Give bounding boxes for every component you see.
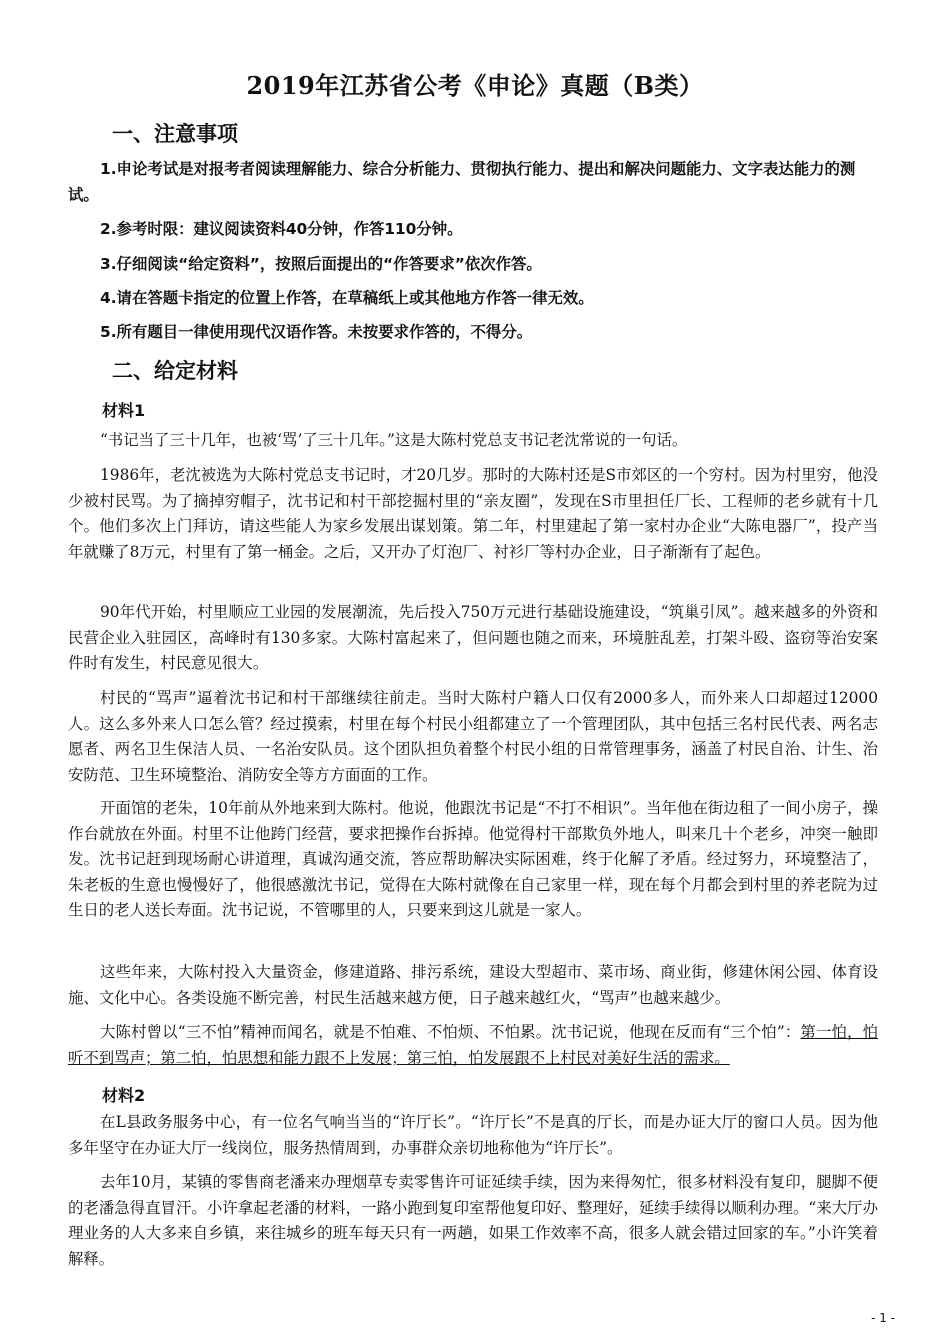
paragraph-text: “书记当了三十几年，也被‘骂’了三十几年。”这是大陈村党总支书记老沈常说的一句话。 <box>100 431 688 449</box>
paragraph-text: 村民的“骂声”逼着沈书记和村干部继续往前走。当时大陈村户籍人口仅有2000多人，而外来人口却超过12000人。这么多外来人口怎么管？经过摸索，村里在每个村民小组都建立了一个管理团队，其中包括三名村民代表、两名志愿者、两名卫生保洁人员、一名治安队员。这个团队担负着整个村民小组的日常管理事务，涵盖了村民自治、计生、治安防范、卫生环境整治、消防安全等方方面面的工作。 <box>68 689 878 784</box>
paragraph-text: 大陈村曾以“三不怕”精神而闻名，就是不怕难、不怕烦、不怕累。沈书记说，他现在反而有“三个怕”： <box>100 1023 801 1041</box>
note-item <box>68 156 880 208</box>
paragraph <box>68 428 878 454</box>
material-2-label: 材料2 <box>102 1086 146 1105</box>
paragraph-text: 去年10月，某镇的零售商老潘来办理烟草专卖零售许可证延续手续，因为来得匆忙，很多材料没有复印，腿脚不便的老潘急得直冒汗。小许拿起老潘的材料，一路小跑到复印室帮他复印好、整理好，延续手续得以顺利办理。“来大厅办理业务的人大多来自乡镇，来往城乡的班车每天只有一两趟，如果工作效率不高，很多人就会错过回家的车。”小许笑着解释。 <box>68 1173 878 1268</box>
page-title: 2019年江苏省公考《申论》真题（B类） <box>246 71 704 100</box>
paragraph <box>68 1020 878 1071</box>
paragraph <box>68 960 878 1011</box>
paragraph-text: 1986年，老沈被选为大陈村党总支书记时，才20几岁。那时的大陈村还是S市郊区的一个穷村。因为村里穷，他没少被村民骂。为了摘掉穷帽子，沈书记和村干部挖掘村里的“亲友圈”，发现在S市里担任厂长、工程师的老乡就有十几个。他们多次上门拜访，请这些能人为家乡发展出谋划策。第二年，村里建起了第一家村办企业“大陈电器厂”，投产当年就赚了8万元，村里有了第一桶金。之后，又开办了灯泡厂、衬衫厂等村办企业，日子渐渐有了起色。 <box>68 466 878 561</box>
note-text: 3.仔细阅读“给定资料”，按照后面提出的“作答要求”依次作答。 <box>100 255 542 273</box>
section-heading-materials: 二、给定材料 <box>112 359 238 383</box>
note-item <box>68 251 880 277</box>
paragraph <box>68 1110 878 1161</box>
paragraph-text: 90年代开始，村里顺应工业园的发展潮流，先后投入750万元进行基础设施建设，“筑巢引凤”。越来越多的外资和民营企业入驻园区，高峰时有130多家。大陈村富起来了，但问题也随之而来，环境脏乱差，打架斗殴、盗窃等治安案件时有发生，村民意见很大。 <box>68 603 878 673</box>
paragraph-text: 这些年来，大陈村投入大量资金，修建道路、排污系统，建设大型超市、菜市场、商业街，修建休闲公园、体育设施、文化中心。各类设施不断完善，村民生活越来越方便，日子越来越红火，“骂声”也越来越少。 <box>68 963 878 1007</box>
paragraph <box>68 1170 878 1272</box>
note-text: 5.所有题目一律使用现代汉语作答。未按要求作答的，不得分。 <box>100 323 533 341</box>
paragraph-text: 开面馆的老朱，10年前从外地来到大陈村。他说，他跟沈书记是“不打不相识”。当年他在街边租了一间小房子，操作台就放在外面。村里不让他跨门经营，要求把操作台拆掉。他觉得村干部欺负外地人，叫来几十个老乡，冲突一触即发。沈书记赶到现场耐心讲道理，真诚沟通交流，答应帮助解决实际困难，终于化解了矛盾。经过努力，环境整洁了，朱老板的生意也慢慢好了，他很感激沈书记，觉得在大陈村就像在自己家里一样，现在每个月都会到村里的养老院为过生日的老人送长寿面。沈书记说，不管哪里的人，只要来到这儿就是一家人。 <box>68 799 878 920</box>
note-item <box>68 319 880 345</box>
material-1-label: 材料1 <box>102 401 146 420</box>
note-item <box>68 285 880 311</box>
section-heading-notes: 一、注意事项 <box>112 122 238 146</box>
note-text: 2.参考时限：建议阅读资料40分钟，作答110分钟。 <box>100 220 463 238</box>
underlined-text: 第一怕，怕听不到骂声；第二怕，怕思想和能力跟不上发展；第三怕，怕发展跟不上村民对美好生活的需求。 <box>68 1023 878 1067</box>
paragraph-text: 在L县政务服务中心，有一位名气响当当的“许厅长”。“许厅长”不是真的厅长，而是办证大厅的窗口人员。因为他多年坚守在办证大厅一线岗位，服务热情周到，办事群众亲切地称他为“许厅长”。 <box>68 1113 878 1157</box>
note-item <box>68 216 880 242</box>
note-text: 4.请在答题卡指定的位置上作答，在草稿纸上或其他地方作答一律无效。 <box>100 289 594 307</box>
paragraph <box>68 796 878 924</box>
note-text: 1.申论考试是对报考者阅读理解能力、综合分析能力、贯彻执行能力、提出和解决问题能力、文字表达能力的测试。 <box>68 160 856 204</box>
paragraph <box>68 600 878 677</box>
page-number: - 1 - <box>871 1311 895 1325</box>
paragraph <box>68 463 878 565</box>
paragraph <box>68 686 878 788</box>
